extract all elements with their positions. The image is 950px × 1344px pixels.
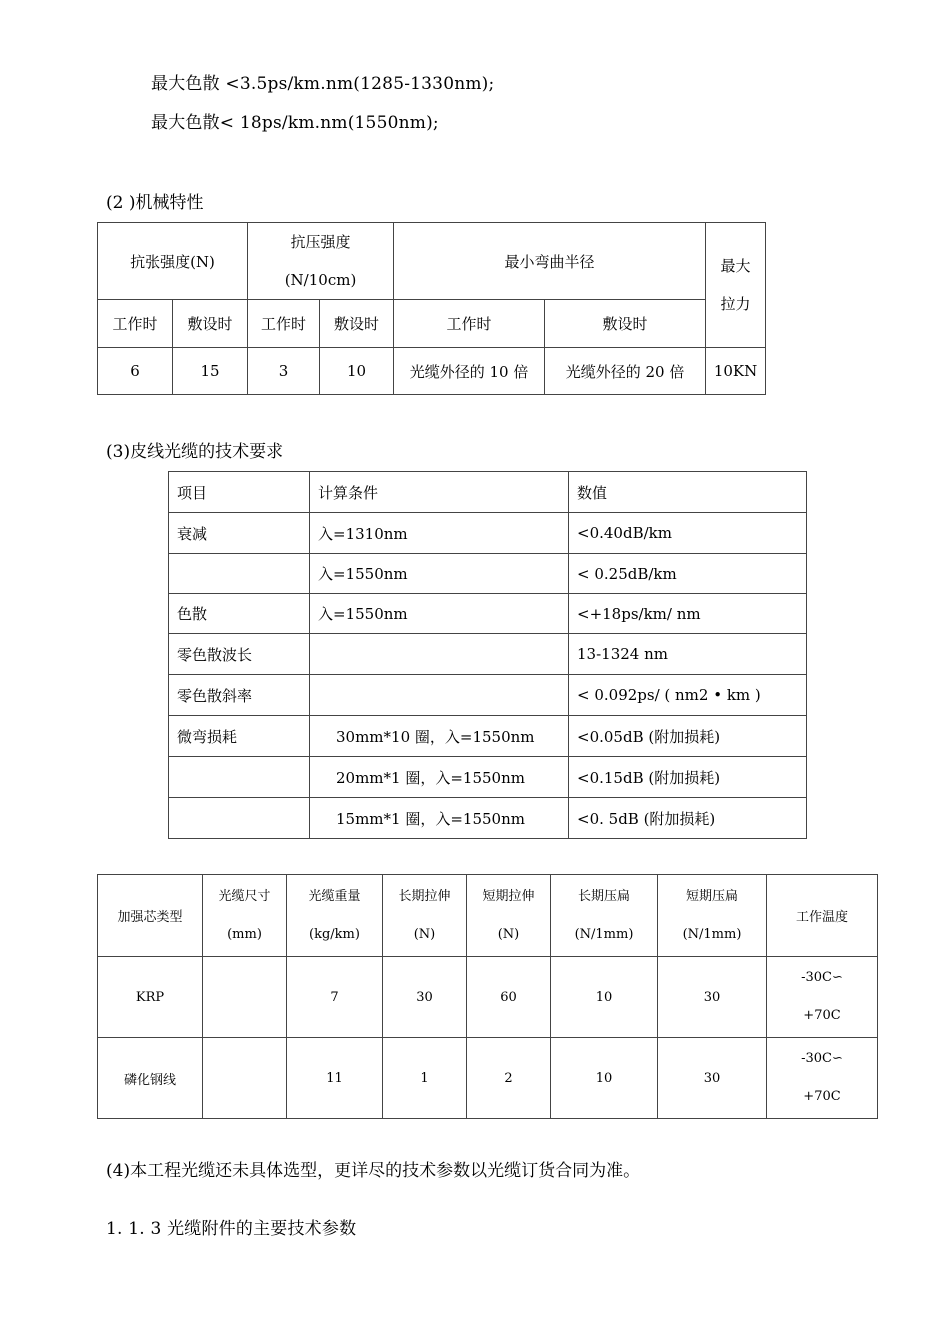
table-cell xyxy=(169,554,310,594)
dispersion-line-2: 最大色散< 18ps/km.nm(1550nm); xyxy=(151,113,439,133)
header-line: 光缆尺寸 xyxy=(218,888,271,904)
section-113-title: 1. 1. 3 光缆附件的主要技术参数 xyxy=(106,1219,357,1239)
header-strength-member: 加强芯类型 xyxy=(98,875,203,957)
mechanical-properties-table xyxy=(97,222,766,395)
header-cell: 数值 xyxy=(569,472,807,513)
header-short-term-crush xyxy=(658,875,767,957)
header-cable-size xyxy=(203,875,287,957)
table-cell: <0.15dB (附加损耗) xyxy=(569,757,807,798)
temp-low: -30C∽ xyxy=(801,970,843,985)
header-unit: (mm) xyxy=(227,926,262,942)
table-cell: <+18ps/km/ nm xyxy=(569,594,807,634)
table-cell-temp xyxy=(767,957,878,1038)
value-cell: 光缆外径的 10 倍 xyxy=(394,348,545,395)
table-cell: 2 xyxy=(467,1038,551,1119)
table-cell: 10 xyxy=(551,1038,658,1119)
value-cell: 15 xyxy=(173,348,248,395)
table-cell xyxy=(169,757,310,798)
header-operating-temp: 工作温度 xyxy=(767,875,878,957)
section-2-title: (2 )机械特性 xyxy=(106,193,204,213)
table-cell: 入=1550nm xyxy=(310,554,569,594)
header-max-pull xyxy=(706,223,766,348)
table-cell: <0.40dB/km xyxy=(569,513,807,554)
subheader-cell: 工作时 xyxy=(394,300,545,348)
header-long-term-tension xyxy=(383,875,467,957)
temp-high: +70C xyxy=(803,1089,841,1104)
header-unit: (kg/km) xyxy=(309,926,360,942)
header-line: 长期拉伸 xyxy=(398,888,451,904)
table-cell xyxy=(169,798,310,839)
table-cell: 15mm*1 圈，入=1550nm xyxy=(310,798,569,839)
table-cell xyxy=(203,1038,287,1119)
table-cell: 7 xyxy=(287,957,383,1038)
header-crush xyxy=(248,223,394,300)
dispersion-line-1: 最大色散 <3.5ps/km.nm(1285-1330nm); xyxy=(151,74,495,94)
subheader-cell: 敷设时 xyxy=(545,300,706,348)
section-4-text: (4)本工程光缆还未具体选型，更详尽的技术参数以光缆订货合同为准。 xyxy=(106,1161,641,1181)
value-cell: 10KN xyxy=(706,348,766,395)
section-3-title: (3)皮线光缆的技术要求 xyxy=(106,442,284,462)
subheader-cell: 敷设时 xyxy=(320,300,394,348)
table-cell: <0.05dB (附加损耗) xyxy=(569,716,807,757)
table-cell: 13-1324 nm xyxy=(569,634,807,675)
table-cell: 零色散斜率 xyxy=(169,675,310,716)
table-cell: 1 xyxy=(383,1038,467,1119)
drop-cable-requirements-table xyxy=(168,471,807,839)
table-cell: 10 xyxy=(551,957,658,1038)
table-cell xyxy=(310,634,569,675)
temp-high: +70C xyxy=(803,1008,841,1023)
table-cell: 零色散波长 xyxy=(169,634,310,675)
table-cell: 30 xyxy=(383,957,467,1038)
table-cell: 60 xyxy=(467,957,551,1038)
table-cell: 30 xyxy=(658,1038,767,1119)
table-cell: < 0.092ps/ ( nm2 • km ) xyxy=(569,675,807,716)
subheader-cell: 敷设时 xyxy=(173,300,248,348)
header-unit: (N) xyxy=(497,926,520,942)
header-cell: 项目 xyxy=(169,472,310,513)
table-cell xyxy=(203,957,287,1038)
header-min-bend-radius: 最小弯曲半径 xyxy=(394,223,706,300)
header-cable-weight xyxy=(287,875,383,957)
table-cell: <0. 5dB (附加损耗) xyxy=(569,798,807,839)
header-line: 短期压扁 xyxy=(685,888,738,904)
header-tension: 抗张强度(N) xyxy=(98,223,248,300)
header-max-pull-line1: 最大 xyxy=(720,257,751,275)
header-line: 短期拉伸 xyxy=(482,888,535,904)
table-cell: 20mm*1 圈，入=1550nm xyxy=(310,757,569,798)
header-crush-label: 抗压强度 xyxy=(290,233,351,251)
header-cell: 计算条件 xyxy=(310,472,569,513)
subheader-cell: 工作时 xyxy=(98,300,173,348)
header-short-term-tension xyxy=(467,875,551,957)
table-cell: 11 xyxy=(287,1038,383,1119)
table-cell: 色散 xyxy=(169,594,310,634)
table-cell: < 0.25dB/km xyxy=(569,554,807,594)
value-cell: 10 xyxy=(320,348,394,395)
header-unit: (N) xyxy=(413,926,436,942)
header-max-pull-line2: 拉力 xyxy=(720,295,751,313)
header-unit: (N/1mm) xyxy=(574,926,634,942)
header-unit: (N/1mm) xyxy=(682,926,742,942)
value-cell: 光缆外径的 20 倍 xyxy=(545,348,706,395)
table-cell: 入=1310nm xyxy=(310,513,569,554)
value-cell: 6 xyxy=(98,348,173,395)
table-cell: 磷化钢线 xyxy=(98,1038,203,1119)
table-cell: 30 xyxy=(658,957,767,1038)
table-cell: 30mm*10 圈，入=1550nm xyxy=(310,716,569,757)
table-cell: KRP xyxy=(98,957,203,1038)
table-cell: 入=1550nm xyxy=(310,594,569,634)
table-cell-temp xyxy=(767,1038,878,1119)
header-line: 长期压扁 xyxy=(577,888,630,904)
table-cell xyxy=(310,675,569,716)
table-cell: 衰减 xyxy=(169,513,310,554)
temp-low: -30C∽ xyxy=(801,1051,843,1066)
header-crush-unit: (N/10cm) xyxy=(284,271,357,289)
value-cell: 3 xyxy=(248,348,320,395)
table-cell: 微弯损耗 xyxy=(169,716,310,757)
cable-spec-table xyxy=(97,874,878,1119)
header-line: 光缆重量 xyxy=(308,888,361,904)
header-long-term-crush xyxy=(551,875,658,957)
subheader-cell: 工作时 xyxy=(248,300,320,348)
